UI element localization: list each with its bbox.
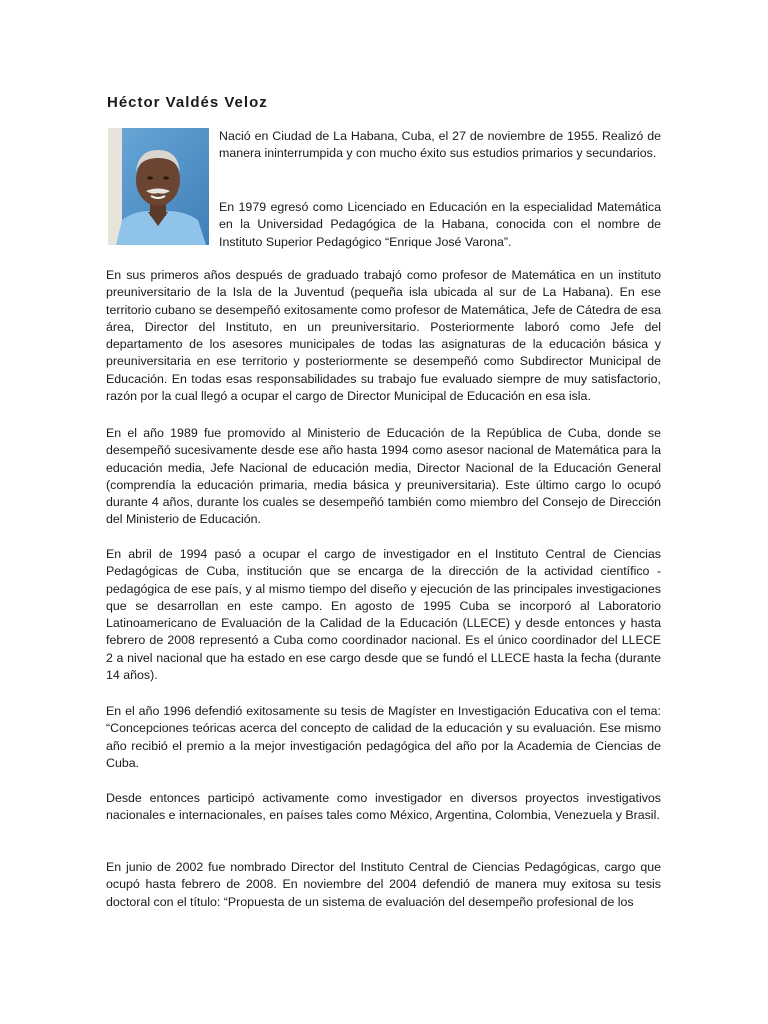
body-paragraph-1: En sus primeros años después de graduado trabajó como profesor de Matemática en un instituto preuniversitario de la Isla de la Juventud (pequeña isla ubicada al sur de La Habana). En ese territorio cubano se desempeñó exitosamente como profesor de Matemática, Jefe de Cátedra de esa área, Director del Instituto, en un preuniversitario. Posteriormente laboró como Jefe del departamento de los asesores municipales de todas las asignaturas de la educación básica y preuniversitaria en ese territorio y posteriormente se desempeñó como Subdirector Municipal de Educación. En todas esas responsabilidades su trabajo fue evaluado siempre de muy satisfactorio, razón por la cual llegó a ocupar el cargo de Director Municipal de Educación en esa isla. [106, 268, 661, 404]
body-paragraph-2: En el año 1989 fue promovido al Ministerio de Educación de la República de Cuba, donde se desempeñó sucesivamente desde ese año hasta 1994 como asesor nacional de Matemática para la educación media, Jefe Nacional de educación media, Director Nacional de la Educación General (comprendía la educación primaria, media básica y preuniversitaria). Este último cargo lo ocupó durante 4 años, durante los cuales se desempeñó también como miembro del Consejo de Dirección del Ministerio de Educación. [106, 426, 661, 527]
page-title: Héctor Valdés Veloz [107, 94, 268, 111]
body-paragraph-5: Desde entonces participó activamente como investigador en diversos proyectos investigativos nacionales e internacionales, en países tales como México, Argentina, Colombia, Venezuela y Brasil. [106, 791, 661, 823]
intro-paragraph-2: En 1979 egresó como Licenciado en Educación en la especialidad Matemática en la Universidad Pedagógica de la Habana, conocida con el nombre de Instituto Superior Pedagógico “Enrique José Varona”. [219, 200, 661, 249]
body-paragraph-4: En el año 1996 defendió exitosamente su tesis de Magíster en Investigación Educativa con el tema: “Concepciones teóricas acerca del concepto de calidad de la educación y su evaluación. Ese mismo año recibió el premio a la mejor investigación pedagógica del año por la Academia de Ciencias de Cuba. [106, 704, 661, 770]
intro-paragraph-1: Nació en Ciudad de La Habana, Cuba, el 27 de noviembre de 1955. Realizó de manera ininterrumpida y con mucho éxito sus estudios primarios y secundarios. [219, 129, 661, 161]
portrait-photo [108, 128, 209, 245]
portrait-image [108, 128, 209, 245]
body-paragraph-6: En junio de 2002 fue nombrado Director del Instituto Central de Ciencias Pedagógicas, cargo que ocupó hasta febrero de 2008. En noviembre del 2004 defendió de manera muy exitosa su tesis doctoral con el título: “Propuesta de un sistema de evaluación del desempeño profesional de los [106, 860, 661, 909]
body-paragraph-3: En abril de 1994 pasó a ocupar el cargo de investigador en el Instituto Central de Ciencias Pedagógicas de Cuba, institución que se encarga de la dirección de la actividad científico - pedagógica de ese país, y al mismo tiempo del diseño y ejecución de las principales investigaciones que se desarrollan en este campo. En agosto de 1995 Cuba se incorporó al Laboratorio Latinoamericano de Evaluación de la Calidad de la Educación (LLECE) y desde entonces y hasta febrero de 2008 representó a Cuba como coordinador nacional. Es el único coordinador del LLECE 2 a nivel nacional que ha estado en ese cargo desde que se fundó el LLECE hasta la fecha (durante 14 años). [106, 547, 661, 683]
